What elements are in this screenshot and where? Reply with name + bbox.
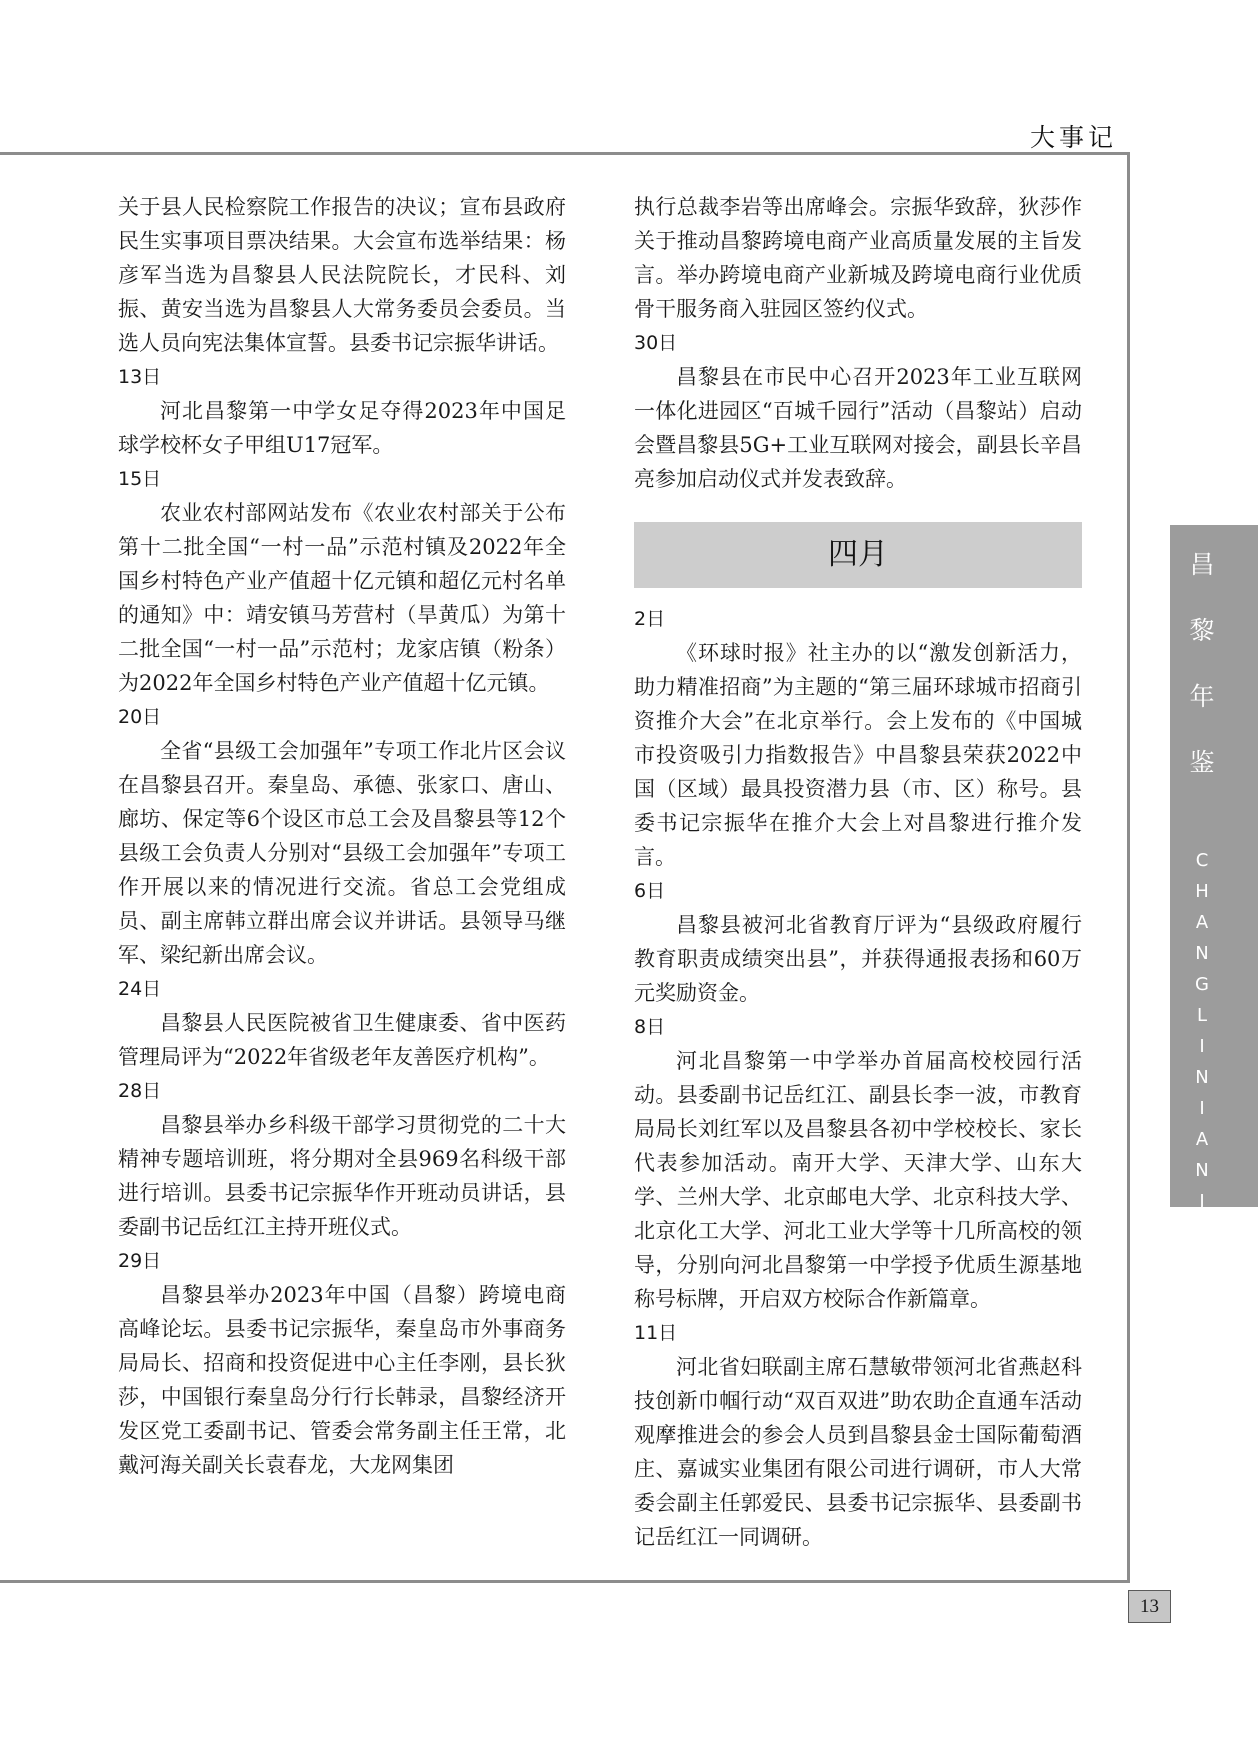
side-tab-letter: I (1199, 1098, 1205, 1119)
entry-text: 昌黎县举办乡科级干部学习贯彻党的二十大精神专题培训班，将分期对全县969名科级干部进行培训。县委书记宗振华作开班动员讲话，县委副书记岳红江主持开班仪式。 (118, 1113, 566, 1239)
entry-continuation: 执行总裁李岩等出席峰会。宗振华致辞，狄莎作关于推动昌黎跨境电商产业高质量发展的主旨发言。举办跨境电商产业新城及跨境电商行业优质骨干服务商入驻园区签约仪式。 (634, 195, 1082, 321)
yearbook-side-tab (1170, 525, 1258, 1305)
entry-text: 昌黎县人民医院被省卫生健康委、省中医药管理局评为“2022年省级老年友善医疗机构”。 (118, 1011, 566, 1069)
side-tab-letter: N (1195, 1160, 1209, 1181)
side-tab-letter: N (1195, 1067, 1209, 1088)
entry-text: 河北省妇联副主席石慧敏带领河北省燕赵科技创新巾帼行动“双百双进”助农助企直通车活动观摩推进会的参会人员到昌黎县金士国际葡萄酒庄、嘉诚实业集团有限公司进行调研，市人大常委会副主任郭爱民、县委书记宗振华、县委副书记岳红江一同调研。 (634, 1355, 1082, 1549)
side-tab-letter: I (1199, 1036, 1205, 1057)
side-tab-letter: H (1195, 881, 1209, 902)
entry-date: 11日 (634, 1322, 678, 1344)
section-title: 大事记 (1030, 123, 1118, 152)
side-tab-letter: A (1195, 1253, 1209, 1274)
entry-date: 29日 (118, 1250, 162, 1272)
side-tab-pinyin (1170, 845, 1234, 1310)
side-tab-letter: J (1199, 1191, 1205, 1212)
side-tab-char: 鉴 (1189, 748, 1215, 777)
month-heading: 四月 (634, 522, 1082, 588)
entry-text: 河北昌黎第一中学举办首届高校校园行活动。县委副书记岳红江、副县长李一波，市教育局局长刘红军以及昌黎县各初中学校校长、家长代表参加活动。南开大学、天津大学、山东大学、兰州大学、北京邮电大学、北京科技大学、北京化工大学、河北工业大学等十几所高校的领导，分别向河北昌黎第一中学授予优质生源基地称号标牌，开启双方校际合作新篇章。 (634, 1049, 1082, 1311)
entry-date: 15日 (118, 468, 162, 490)
entry-text: 河北昌黎第一中学女足夺得2023年中国足球学校杯女子甲组U17冠军。 (118, 399, 566, 457)
frame-right-rule (1127, 152, 1130, 1582)
frame-top-rule (0, 152, 1130, 155)
entry-text: 昌黎县在市民中心召开2023年工业互联网一体化进园区“百城千园行”活动（昌黎站）启动会暨昌黎县5G+工业互联网对接会，副县长辛昌亮参加启动仪式并发表致辞。 (634, 365, 1082, 491)
side-tab-letter: N (1195, 1284, 1209, 1305)
side-tab-char: 黎 (1189, 616, 1215, 645)
entry-date: 20日 (118, 706, 162, 728)
side-tab-letter: L (1196, 1005, 1208, 1026)
side-tab-letter: N (1195, 943, 1209, 964)
frame-bottom-rule (0, 1580, 1130, 1583)
entry-text: 全省“县级工会加强年”专项工作北片区会议在昌黎县召开。秦皇岛、承德、张家口、唐山、廊坊、保定等6个设区市总工会及昌黎县等12个县级工会负责人分别对“县级工会加强年”专项工作开展以来的情况进行交流。省总工会党组成员、副主席韩立群出席会议并讲话。县领导马继军、梁纪新出席会议。 (118, 739, 566, 967)
side-tab-letter: I (1199, 1222, 1205, 1243)
entry-text: 农业农村部网站发布《农业农村部关于公布第十二批全国“一村一品”示范村镇及2022年全国乡村特色产业产值超十亿元镇和超亿元村名单的通知》中：靖安镇马芳营村（旱黄瓜）为第十二批全国“一村一品”示范村；龙家店镇（粉条）为2022年全国乡村特色产业产值超十亿元镇。 (118, 501, 566, 695)
entry-text: 昌黎县举办2023年中国（昌黎）跨境电商高峰论坛。县委书记宗振华，秦皇岛市外事商务局局长、招商和投资促进中心主任李刚，县长狄莎，中国银行秦皇岛分行行长韩录，昌黎经济开发区党工委副书记、管委会常务副主任王常，北戴河海关副关长袁春龙，大龙网集团 (118, 1283, 566, 1477)
side-tab-letter: A (1195, 912, 1209, 933)
side-tab-char: 年 (1189, 682, 1215, 711)
entry-date: 30日 (634, 332, 678, 354)
entry-date: 2日 (634, 608, 666, 630)
side-tab-char: 昌 (1189, 550, 1215, 579)
entry-date: 6日 (634, 880, 666, 902)
page-number: 13 (1128, 1590, 1171, 1623)
side-tab-letter: A (1195, 1129, 1209, 1150)
entry-text: 《环球时报》社主办的以“激发创新活力，助力精准招商”为主题的“第三届环球城市招商引资推介大会”在北京举行。会上发布的《中国城市投资吸引力指数报告》中昌黎县荣获2022中国（区域）最具投资潜力县（市、区）称号。县委书记宗振华在推介大会上对昌黎进行推介发言。 (634, 641, 1082, 869)
entry-text: 昌黎县被河北省教育厅评为“县级政府履行教育职责成绩突出县”，并获得通报表扬和60万元奖励资金。 (634, 913, 1082, 1005)
entry-date: 28日 (118, 1080, 162, 1102)
side-tab-letter: G (1195, 974, 1209, 995)
entry-date: 24日 (118, 978, 162, 1000)
left-column (118, 190, 566, 1482)
entry-continuation: 关于县人民检察院工作报告的决议；宣布县政府民生实事项目票决结果。大会宣布选举结果：杨彦军当选为昌黎县人民法院院长，才民科、刘振、黄安当选为昌黎县人大常务委员会委员。当选人员向宪法集体宣誓。县委书记宗振华讲话。 (118, 195, 566, 355)
side-tab-letter: C (1195, 850, 1209, 871)
entry-date: 13日 (118, 366, 162, 388)
right-column (634, 190, 1082, 1554)
entry-date: 8日 (634, 1016, 666, 1038)
